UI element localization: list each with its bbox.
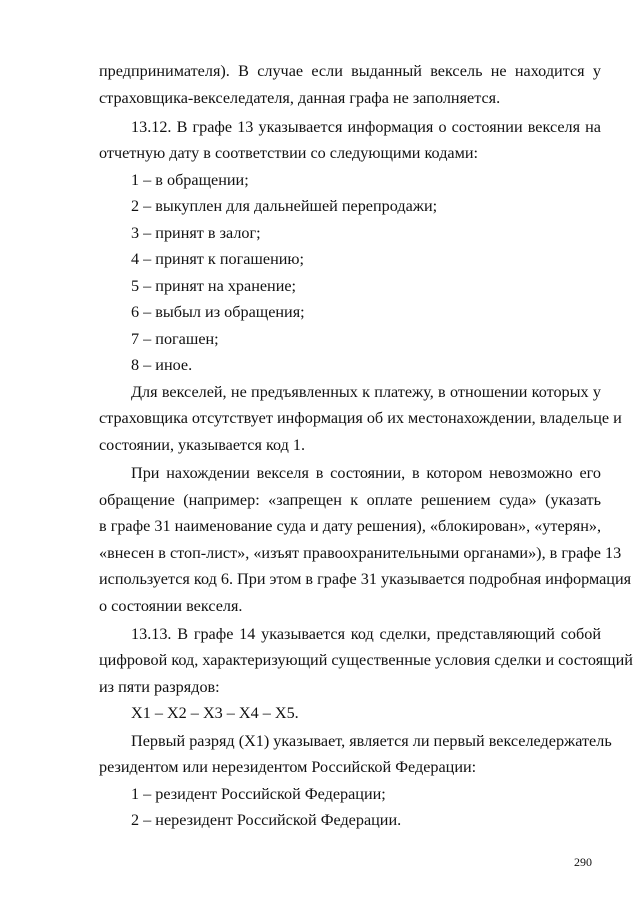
list-item: 1 – в обращении; (131, 171, 249, 189)
list-item: 6 – выбыл из обращения; (131, 303, 305, 321)
list-item: 5 – принят на хранение; (131, 277, 297, 295)
text-line: предпринимателя). В случае если выданный вексель не находится у (99, 62, 601, 80)
text-line: из пяти разрядов: (99, 678, 220, 696)
text-line: 13.12. В графе 13 указывается информация о состоянии векселя на (131, 118, 601, 136)
text-line: 13.13. В графе 14 указывается код сделки, представляющий собой (131, 625, 601, 643)
list-item: 8 – иное. (131, 356, 193, 374)
text-line: состоянии, указывается код 1. (99, 436, 306, 454)
list-item: 4 – принят к погашению; (131, 250, 304, 268)
text-line: цифровой код, характеризующий существенные условия сделки и состоящий (99, 651, 633, 669)
list-item: 1 – резидент Российской Федерации; (131, 785, 386, 803)
page-number: 290 (574, 855, 592, 869)
list-item: 2 – выкуплен для дальнейшей перепродажи; (131, 197, 438, 215)
text-line: При нахождении векселя в состоянии, в котором невозможно его (131, 464, 601, 482)
text-line: Первый разряд (Х1) указывает, является ли первый векселедержатель (131, 732, 612, 750)
text-line: страховщика-векселедателя, данная графа не заполняется. (99, 89, 501, 107)
text-line: в графе 31 наименование суда и дату решения), «блокирован», «утерян», (99, 517, 601, 535)
text-line: о состоянии векселя. (99, 597, 243, 615)
formula-line: Х1 – Х2 – Х3 – Х4 – Х5. (131, 704, 299, 722)
list-item: 2 – нерезидент Российской Федерации. (131, 811, 402, 829)
list-item: 3 – принят в залог; (131, 224, 261, 242)
text-line: «внесен в стоп-лист», «изъят правоохранительными органами»), в графе 13 (99, 544, 622, 562)
text-line: отчетную дату в соответствии со следующими кодами: (99, 144, 479, 162)
text-line: Для векселей, не предъявленных к платежу, в отношении которых у (131, 383, 601, 401)
text-line: используется код 6. При этом в графе 31 указывается подробная информация (99, 570, 632, 588)
text-line: страховщика отсутствует информация об их местонахождении, владельце и (99, 409, 622, 427)
text-line: резидентом или нерезидентом Российской Федерации: (99, 758, 477, 776)
list-item: 7 – погашен; (131, 330, 219, 348)
text-line: обращение (например: «запрещен к оплате решением суда» (указать (99, 491, 601, 509)
